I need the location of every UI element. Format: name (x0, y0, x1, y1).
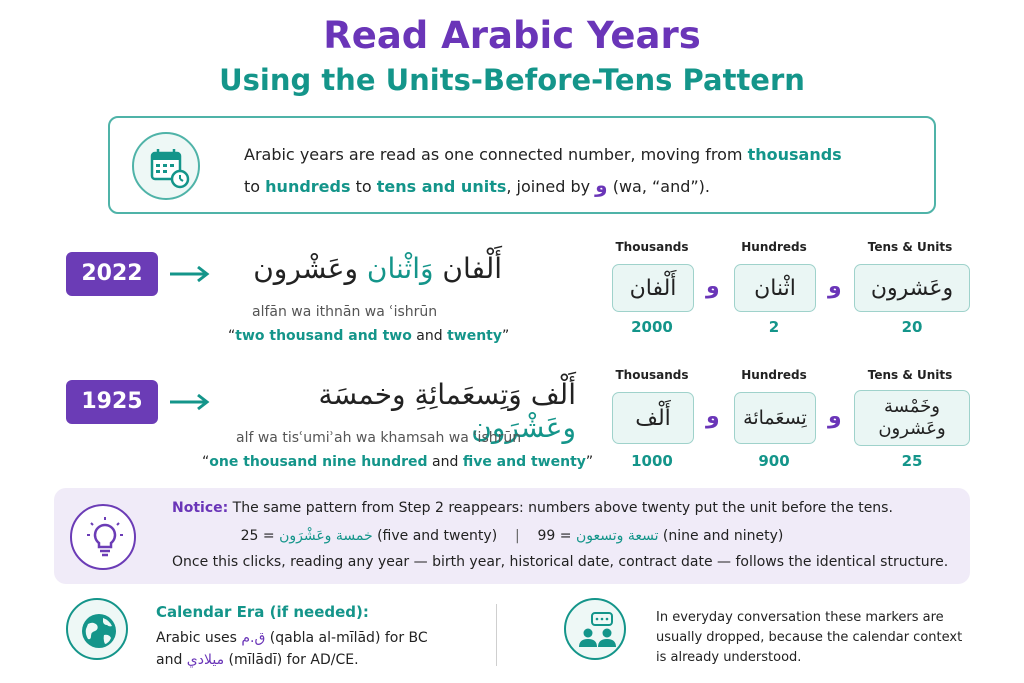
column-header-tens-units: Tens & Units (867, 240, 953, 254)
wa-connector: و (706, 274, 720, 299)
arrow-right-icon (168, 264, 212, 284)
arrow-right-icon (168, 392, 212, 412)
tens-units-box: وعَشرون (854, 264, 970, 312)
value-tens-units: 20 (901, 318, 923, 336)
tens-units-box: وخَمْسة وعَشرون (854, 390, 970, 446)
transliteration: alf wa tisʿumiʾah wa khamsah wa ʿishrūn (236, 430, 522, 446)
arabic-reading: أَلْف وَتِسعَمائِةِ وخمسَة وعَشْرَون (318, 378, 576, 444)
column-header-thousands: Thousands (615, 368, 689, 382)
value-hundreds: 2 (768, 318, 780, 336)
value-tens-units: 25 (901, 452, 923, 470)
divider (496, 604, 497, 666)
page-subtitle: Using the Units-Before-Tens Pattern (219, 63, 805, 97)
value-thousands: 2000 (631, 318, 673, 336)
column-header-thousands: Thousands (615, 240, 689, 254)
wa-connector: و (828, 274, 842, 299)
translation: “one thousand nine hundred and five and twenty” (202, 454, 594, 470)
column-header-tens-units: Tens & Units (867, 368, 953, 382)
wa-connector: و (706, 404, 720, 429)
era-title: Calendar Era (if needed): (156, 603, 369, 621)
thousands-box: أَلْف (612, 392, 694, 444)
value-thousands: 1000 (631, 452, 673, 470)
intro-box (108, 116, 936, 214)
conversation-icon (564, 598, 626, 660)
era-text: Arabic uses ق.م (qabla al-mīlād) for BC and ميلادي (mīlādī) for AD/CE. (156, 630, 428, 668)
transliteration: alfān wa ithnān wa ʿishrūn (252, 304, 438, 320)
year-badge: 2022 (66, 252, 158, 296)
notice-summary: Once this clicks, reading any year — birth year, historical date, contract date — follows the identical structure. (172, 554, 949, 570)
notice-panel (54, 488, 970, 584)
calendar-icon (132, 132, 200, 200)
intro-text: Arabic years are read as one connected number, moving from thousands to hundreds to tens and units, joined by و (wa, “and”). (244, 145, 842, 197)
hundreds-box: تِسعَمائة (734, 392, 816, 444)
globe-icon (66, 598, 128, 660)
year-badge: 1925 (66, 380, 158, 424)
translation: “two thousand and two and twenty” (228, 328, 510, 344)
column-header-hundreds: Hundreds (741, 368, 807, 382)
notice-line: Notice: The same pattern from Step 2 reappears: numbers above twenty put the unit before the tens. (172, 500, 893, 516)
conversation-note: In everyday conversation these markers are usually dropped, because the calendar context is already understood. (656, 610, 963, 665)
thousands-box: أَلْفان (612, 264, 694, 312)
arabic-reading: أَلْفان وَاثْنان وعَشْرون (253, 252, 502, 285)
value-hundreds: 900 (758, 452, 790, 470)
wa-connector: و (828, 404, 842, 429)
column-header-hundreds: Hundreds (741, 240, 807, 254)
hundreds-box: اثْنان (734, 264, 816, 312)
notice-examples: 25 = خمسة وعَشْرَون (five and twenty) | 99 = تسعة وتسعون (nine and ninety) (240, 528, 784, 544)
page-title: Read Arabic Years (323, 14, 701, 57)
